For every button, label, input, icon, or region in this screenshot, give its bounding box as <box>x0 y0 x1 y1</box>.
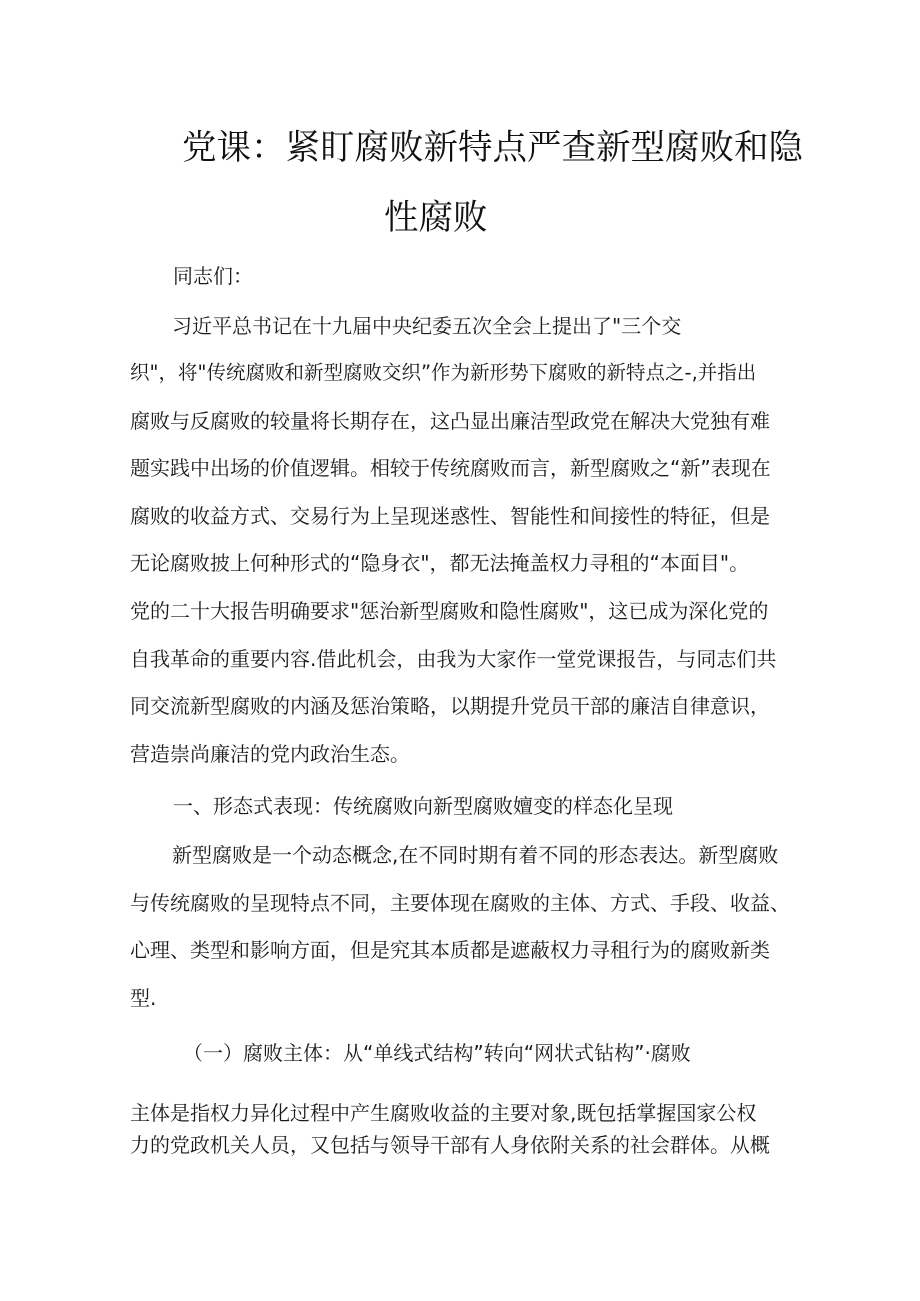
subheading-1: （一）腐败主体：从“单线式结构”转向“网状式钻构”·腐败 <box>183 1041 691 1065</box>
paragraph-2-line: 新型腐败是一个动态概念,在不同时期有着不同的形态表达。新型腐败 <box>172 843 779 867</box>
paragraph-3-line: 主体是指权力异化过程中产生腐败收益的主要对象,既包括掌握国家公权 <box>130 1101 757 1125</box>
paragraph-1-line: 题实践中出场的价值逻辑。相较于传统腐败而言，新型腐败之“新”表现在 <box>130 456 771 480</box>
paragraph-1-line: 营造崇尚廉洁的党内政治生态。 <box>130 742 410 766</box>
paragraph-2-line: 型. <box>130 986 157 1010</box>
section-heading-1: 一、形态式表现：传统腐败向新型腐败嬗变的样态化呈现 <box>173 794 673 818</box>
paragraph-1-line: 党的二十大报告明确要求"惩治新型腐败和隐性腐败"，这已成为深化党的 <box>130 599 769 623</box>
paragraph-2-line: 心理、类型和影响方面，但是究其本质都是遮蔽权力寻租行为的腐败新类 <box>130 938 770 962</box>
greeting: 同志们： <box>173 264 253 288</box>
paragraph-1-line: 习近平总书记在十九届中央纪委五次全会上提出了"三个交 <box>172 314 682 338</box>
paragraph-3-line: 力的党政机关人员，又包括与领导干部有人身依附关系的社会群体。从概 <box>130 1133 770 1157</box>
paragraph-2-line: 与传统腐败的呈现特点不同，主要体现在腐败的主体、方式、手段、收益、 <box>130 891 790 915</box>
document-title-line-2: 性腐败 <box>384 198 488 238</box>
paragraph-1-line: 无论腐败披上何种形式的“隐身衣"，都无法掩盖权力寻租的“本面目"。 <box>130 551 750 575</box>
paragraph-1-line: 织"，将"传统腐败和新型腐败交织”作为新形势下腐败的新特点之-,并指出 <box>130 361 757 384</box>
paragraph-1-line: 自我革命的重要内容.借此机会，由我为大家作一堂党课报告，与同志们共 <box>130 647 777 671</box>
document-title-line-1: 党课：紧盯腐败新特点严查新型腐败和隐 <box>182 128 803 168</box>
paragraph-1-line: 同交流新型腐败的内涵及惩治策略，以期提升党员干部的廉洁自律意识， <box>130 694 770 718</box>
paragraph-1-line: 腐败与反腐败的较量将长期存在，这凸显出廉洁型政党在解决大党独有难 <box>130 409 770 433</box>
paragraph-1-line: 腐败的收益方式、交易行为上呈现迷惑性、智能性和间接性的特征，但是 <box>130 504 770 528</box>
